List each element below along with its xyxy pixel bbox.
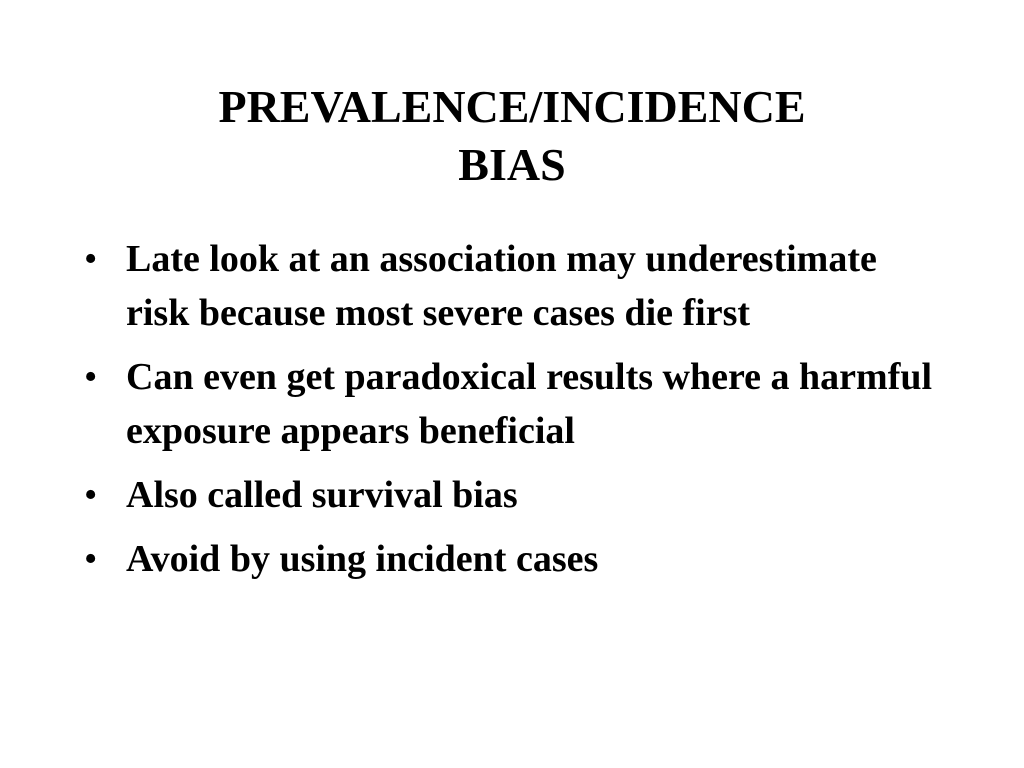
- slide-title: [0, 78, 1024, 194]
- bullet-icon: •: [84, 356, 98, 398]
- bullet-text-3: Also called survival bias: [126, 474, 518, 516]
- slide-title-line-1: PREVALENCE/INCIDENCE: [218, 81, 806, 132]
- bullet-icon: •: [84, 474, 98, 516]
- bullet-item-1: [84, 232, 944, 340]
- bullet-text-4: Avoid by using incident cases: [126, 538, 599, 580]
- bullet-item-4: [84, 532, 944, 586]
- bullet-list: [84, 232, 944, 596]
- bullet-icon: •: [84, 238, 98, 280]
- bullet-text-1: Late look at an association may underestimate risk because most severe cases die first: [126, 238, 877, 334]
- bullet-icon: •: [84, 538, 98, 580]
- bullet-text-2: Can even get paradoxical results where a harmful exposure appears beneficial: [126, 356, 933, 452]
- slide-title-line-2: BIAS: [458, 139, 566, 190]
- bullet-item-3: [84, 468, 944, 522]
- bullet-item-2: [84, 350, 944, 458]
